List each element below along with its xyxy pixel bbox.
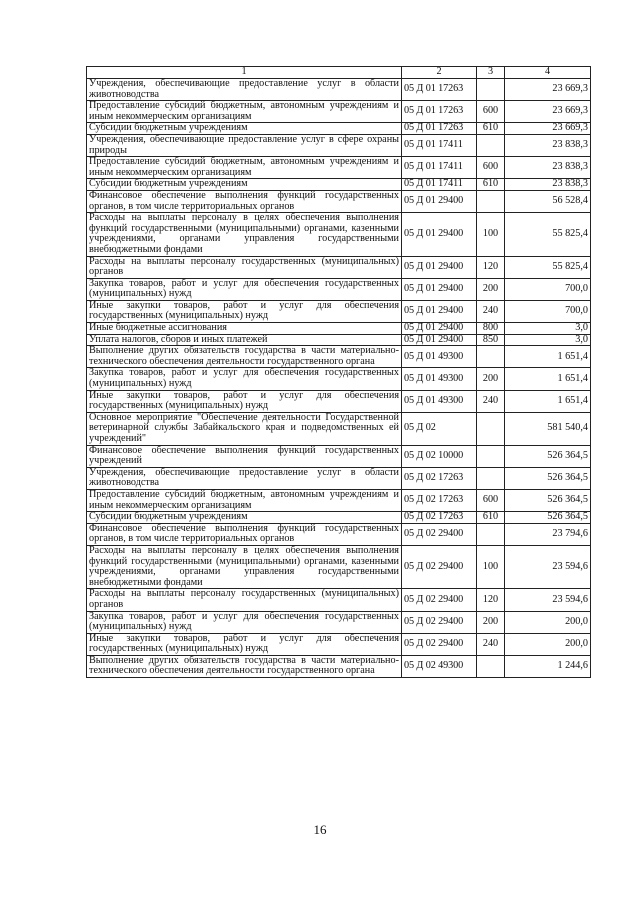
row-code-cell: 05 Д 02 10000 [402,445,477,467]
row-type-cell: 610 [477,512,505,524]
table-row [87,278,591,300]
row-name-cell: Выполнение других обязательств государства в части материально-технического обеспечения деятельности государственного органа [87,346,402,368]
row-name-cell: Иные закупки товаров, работ и услуг для обеспечения государственных (муниципальных) нужд [87,390,402,412]
table-row [87,611,591,633]
row-type-cell: 200 [477,611,505,633]
row-type-cell [477,655,505,677]
row-name-cell: Закупка товаров, работ и услуг для обеспечения государственных (муниципальных) нужд [87,611,402,633]
table-row [87,157,591,179]
row-name-cell: Предоставление субсидий бюджетным, автономным учреждениям и иным некоммерческим организациям [87,101,402,123]
row-sum-cell: 23 594,6 [505,589,591,611]
row-type-cell [477,190,505,212]
row-name-cell: Иные закупки товаров, работ и услуг для обеспечения государственных (муниципальных) нужд [87,300,402,322]
row-type-cell: 240 [477,300,505,322]
row-name-cell: Субсидии бюджетным учреждениям [87,179,402,191]
row-code-cell: 05 Д 01 29400 [402,278,477,300]
row-name-cell: Учреждения, обеспечивающие предоставление услуг в области животноводства [87,79,402,101]
row-code-cell: 05 Д 01 17263 [402,123,477,135]
table-row [87,633,591,655]
table-row [87,412,591,445]
row-code-cell: 05 Д 01 17263 [402,101,477,123]
row-name-cell: Субсидии бюджетным учреждениям [87,512,402,524]
row-name-cell: Учреждения, обеспечивающие предоставление услуг в сфере охраны природы [87,134,402,156]
row-name-cell: Основное мероприятие "Обеспечение деятельности Государственной ветеринарной службы Забайкальского края и подведомственных ей учреждений" [87,412,402,445]
row-name-cell: Закупка товаров, работ и услуг для обеспечения государственных (муниципальных) нужд [87,278,402,300]
row-code-cell: 05 Д 01 17411 [402,134,477,156]
row-type-cell [477,134,505,156]
row-name-cell: Расходы на выплаты персоналу государственных (муниципальных) органов [87,256,402,278]
header-col-2: 2 [402,67,477,79]
table-row [87,134,591,156]
budget-table [86,66,591,678]
table-row [87,489,591,511]
row-type-cell: 600 [477,157,505,179]
row-sum-cell: 526 364,5 [505,489,591,511]
row-sum-cell: 23 838,3 [505,179,591,191]
row-type-cell: 600 [477,489,505,511]
row-code-cell: 05 Д 02 49300 [402,655,477,677]
table-row [87,334,591,346]
row-sum-cell: 56 528,4 [505,190,591,212]
row-code-cell: 05 Д 01 17263 [402,79,477,101]
row-sum-cell: 3,0 [505,334,591,346]
row-name-cell: Уплата налогов, сборов и иных платежей [87,334,402,346]
row-code-cell: 05 Д 02 17263 [402,467,477,489]
row-sum-cell: 23 838,3 [505,134,591,156]
row-type-cell: 240 [477,390,505,412]
row-sum-cell: 55 825,4 [505,256,591,278]
row-name-cell: Расходы на выплаты персоналу государственных (муниципальных) органов [87,589,402,611]
table-row [87,256,591,278]
table-row [87,523,591,545]
row-type-cell: 800 [477,323,505,335]
table-row [87,190,591,212]
row-type-cell [477,346,505,368]
row-name-cell: Выполнение других обязательств государства в части материально-технического обеспечения деятельности государственного органа [87,655,402,677]
row-type-cell: 120 [477,589,505,611]
row-name-cell: Субсидии бюджетным учреждениям [87,123,402,135]
row-type-cell: 600 [477,101,505,123]
row-name-cell: Иные бюджетные ассигнования [87,323,402,335]
row-type-cell: 200 [477,368,505,390]
table-row [87,346,591,368]
row-code-cell: 05 Д 01 17411 [402,179,477,191]
row-sum-cell: 1 651,4 [505,368,591,390]
row-type-cell: 240 [477,633,505,655]
row-sum-cell: 1 651,4 [505,346,591,368]
row-type-cell: 610 [477,123,505,135]
row-sum-cell: 23 669,3 [505,123,591,135]
row-type-cell: 100 [477,545,505,588]
table-row [87,323,591,335]
row-type-cell: 850 [477,334,505,346]
row-code-cell: 05 Д 02 [402,412,477,445]
row-type-cell [477,467,505,489]
row-type-cell: 100 [477,213,505,256]
row-code-cell: 05 Д 01 29400 [402,213,477,256]
table-row [87,213,591,256]
row-sum-cell: 23 594,6 [505,545,591,588]
row-code-cell: 05 Д 02 29400 [402,633,477,655]
row-name-cell: Предоставление субсидий бюджетным, автономным учреждениям и иным некоммерческим организациям [87,157,402,179]
header-col-1: 1 [87,67,402,79]
table-row [87,512,591,524]
row-code-cell: 05 Д 02 29400 [402,523,477,545]
row-code-cell: 05 Д 01 29400 [402,300,477,322]
row-code-cell: 05 Д 01 49300 [402,346,477,368]
table-row [87,368,591,390]
row-code-cell: 05 Д 02 17263 [402,512,477,524]
row-code-cell: 05 Д 01 29400 [402,190,477,212]
row-name-cell: Финансовое обеспечение выполнения функций государственных учреждений [87,445,402,467]
row-name-cell: Учреждения, обеспечивающие предоставление услуг в области животноводства [87,467,402,489]
row-sum-cell: 23 669,3 [505,79,591,101]
row-sum-cell: 200,0 [505,611,591,633]
row-type-cell: 200 [477,278,505,300]
row-code-cell: 05 Д 01 29400 [402,323,477,335]
table-row [87,545,591,588]
row-sum-cell: 526 364,5 [505,467,591,489]
row-type-cell [477,412,505,445]
page-number: 16 [313,822,327,837]
table-row [87,655,591,677]
row-type-cell [477,445,505,467]
row-name-cell: Финансовое обеспечение выполнения функций государственных органов, в том числе территориальных органов [87,523,402,545]
row-code-cell: 05 Д 01 29400 [402,334,477,346]
row-code-cell: 05 Д 02 17263 [402,489,477,511]
row-code-cell: 05 Д 02 29400 [402,589,477,611]
row-code-cell: 05 Д 01 17411 [402,157,477,179]
row-code-cell: 05 Д 01 49300 [402,368,477,390]
row-name-cell: Иные закупки товаров, работ и услуг для обеспечения государственных (муниципальных) нужд [87,633,402,655]
row-code-cell: 05 Д 01 29400 [402,256,477,278]
row-sum-cell: 23 838,3 [505,157,591,179]
row-sum-cell: 3,0 [505,323,591,335]
table-row [87,467,591,489]
row-name-cell: Закупка товаров, работ и услуг для обеспечения государственных (муниципальных) нужд [87,368,402,390]
row-sum-cell: 526 364,5 [505,445,591,467]
row-name-cell: Предоставление субсидий бюджетным, автономным учреждениям и иным некоммерческим организациям [87,489,402,511]
row-name-cell: Финансовое обеспечение выполнения функций государственных органов, в том числе территориальных органов [87,190,402,212]
row-code-cell: 05 Д 02 29400 [402,545,477,588]
row-sum-cell: 526 364,5 [505,512,591,524]
table-row [87,589,591,611]
row-name-cell: Расходы на выплаты персоналу в целях обеспечения выполнения функций государственными (муниципальными) органами, казенными учреждениями, органами управления государственными внебюджетными фондами [87,213,402,256]
row-code-cell: 05 Д 01 49300 [402,390,477,412]
table-body [87,79,591,678]
row-sum-cell: 23 794,6 [505,523,591,545]
row-sum-cell: 700,0 [505,278,591,300]
row-sum-cell: 700,0 [505,300,591,322]
row-name-cell: Расходы на выплаты персоналу в целях обеспечения выполнения функций государственными (муниципальными) органами, казенными учреждениями, органами управления государственными внебюджетными фондами [87,545,402,588]
row-sum-cell: 200,0 [505,633,591,655]
row-code-cell: 05 Д 02 29400 [402,611,477,633]
table-row [87,390,591,412]
row-sum-cell: 1 244,6 [505,655,591,677]
row-sum-cell: 1 651,4 [505,390,591,412]
row-type-cell [477,523,505,545]
row-type-cell [477,79,505,101]
table-row [87,179,591,191]
table-row [87,101,591,123]
table-header-row [87,67,591,79]
row-sum-cell: 55 825,4 [505,213,591,256]
row-type-cell: 610 [477,179,505,191]
row-sum-cell: 23 669,3 [505,101,591,123]
header-col-3: 3 [477,67,505,79]
table-row [87,300,591,322]
row-type-cell: 120 [477,256,505,278]
header-col-4: 4 [505,67,591,79]
table-row [87,123,591,135]
table-row [87,445,591,467]
table-row [87,79,591,101]
row-sum-cell: 581 540,4 [505,412,591,445]
